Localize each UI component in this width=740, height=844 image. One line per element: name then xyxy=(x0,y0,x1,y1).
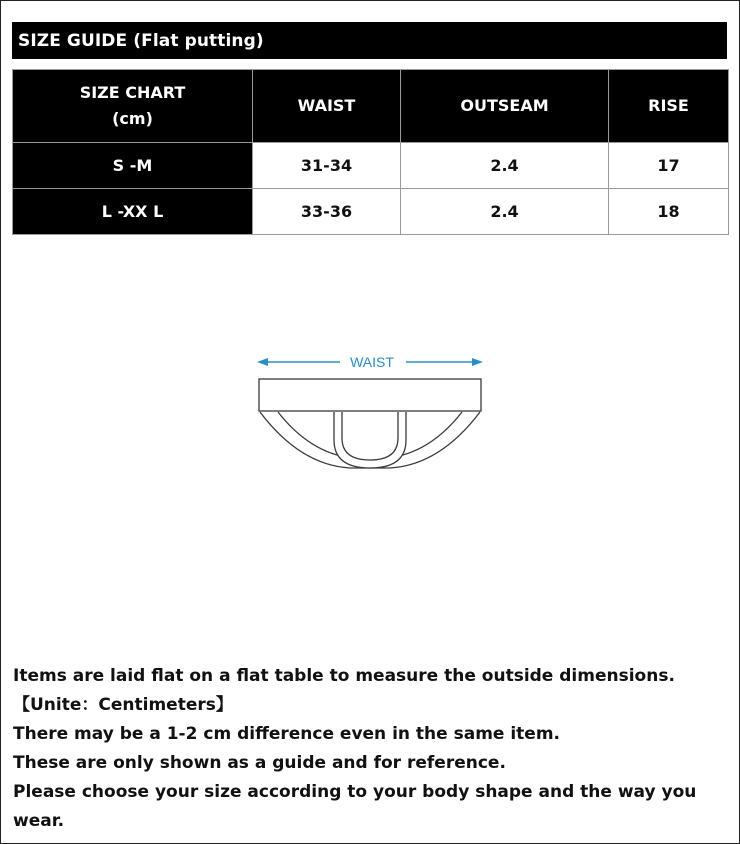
header-outseam: OUTSEAM xyxy=(401,70,609,143)
header-rise: RISE xyxy=(609,70,729,143)
size-guide-title: SIZE GUIDE (Flat putting) xyxy=(18,30,264,51)
outseam-cell: 2.4 xyxy=(401,189,609,235)
waist-arrow-right-head xyxy=(472,358,483,366)
size-guide-title-bar xyxy=(12,22,727,59)
garment-diagram xyxy=(240,345,500,485)
note-line: Please choose your size according to your body shape and the way you wear. xyxy=(13,782,697,831)
note-line: These are only shown as a guide and for reference. xyxy=(13,753,506,773)
note-line: Items are laid flat on a flat table to measure the outside dimensions.【Unite：Centimeters】 xyxy=(13,666,675,715)
waist-arrow-left-head xyxy=(257,358,268,366)
rise-cell: 18 xyxy=(609,189,729,235)
table-row xyxy=(13,143,729,189)
table-row xyxy=(13,189,729,235)
waistband xyxy=(259,379,481,411)
waist-cell: 31-34 xyxy=(253,143,401,189)
header-size-chart-unit: (cm) xyxy=(112,109,153,128)
notes-block xyxy=(13,662,725,836)
waist-cell: 33-36 xyxy=(253,189,401,235)
size-cell: S -M xyxy=(13,143,253,189)
header-waist: WAIST xyxy=(253,70,401,143)
rise-cell: 17 xyxy=(609,143,729,189)
waist-label: WAIST xyxy=(350,354,394,370)
garment-outline xyxy=(259,379,481,468)
table-header-row xyxy=(13,70,729,143)
note-line: There may be a 1-2 cm difference even in the same item. xyxy=(13,724,561,744)
waist-arrow xyxy=(257,354,483,370)
outseam-cell: 2.4 xyxy=(401,143,609,189)
header-size-chart-label: SIZE CHART xyxy=(79,83,186,102)
size-chart-table xyxy=(12,69,729,235)
size-cell: L -XX L xyxy=(13,189,253,235)
header-size-chart xyxy=(13,70,253,143)
